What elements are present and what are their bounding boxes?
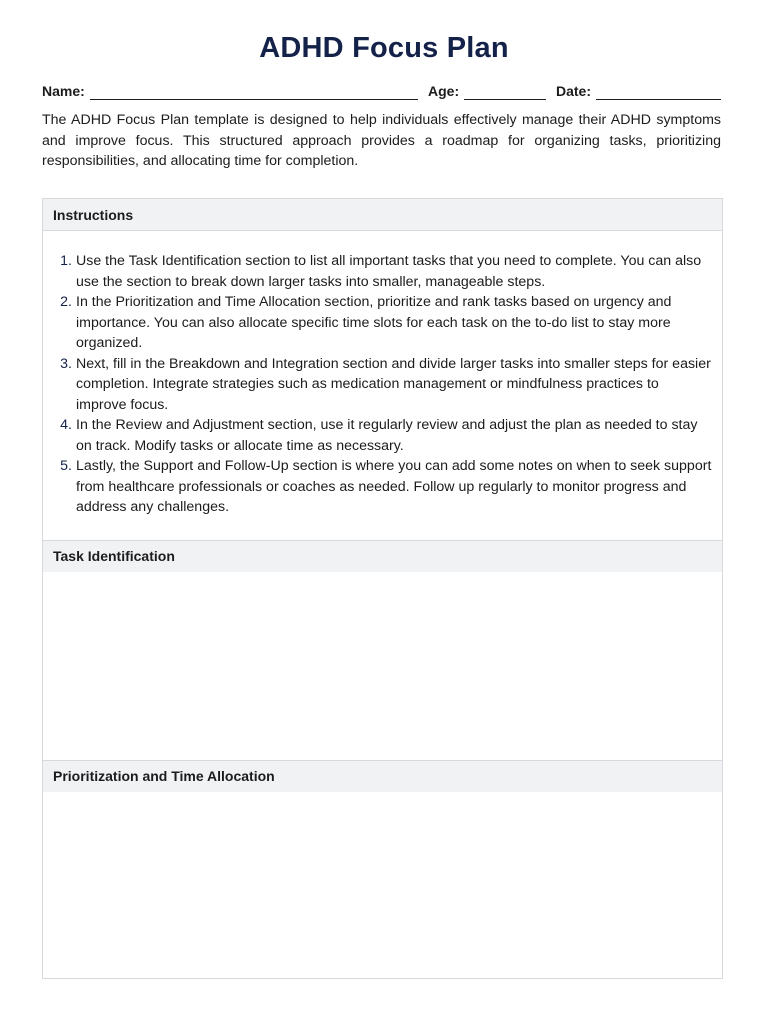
name-field[interactable] (42, 82, 418, 100)
list-item-text: Lastly, the Support and Follow-Up section is where you can add some notes on when to seek support from healthcare professionals or coaches as needed. Follow up regularly to monitor progress and address any challenges. (76, 458, 712, 515)
date-field[interactable] (556, 82, 721, 100)
intro-paragraph: The ADHD Focus Plan template is designed to help individuals effectively manage their ADHD symptoms and improve focus. This structured approach provides a roadmap for organizing tasks, prioritizing responsibilities, and allocating time for completion. (42, 112, 721, 169)
list-item-number: 1. (60, 253, 72, 269)
list-item (43, 251, 722, 292)
list-item (43, 354, 722, 416)
name-blank-line[interactable] (90, 85, 418, 100)
list-item-text: In the Review and Adjustment section, use it regularly review and adjust the plan as needed to stay on track. Modify tasks or allocate time as necessary. (76, 417, 698, 454)
age-blank-line[interactable] (464, 85, 546, 100)
list-item (43, 415, 722, 456)
plan-sections-box (42, 198, 723, 979)
task-identification-entry-area[interactable] (43, 572, 722, 760)
list-item-text: Next, fill in the Breakdown and Integration section and divide larger tasks into smaller steps for easier completion. Integrate strategies such as medication management or mindfulness practices to improve focus. (76, 355, 711, 413)
date-label: Date: (556, 83, 592, 99)
prioritization-heading: Prioritization and Time Allocation (43, 760, 722, 792)
list-item-number: 2. (60, 294, 72, 310)
list-item (43, 456, 722, 518)
list-item (43, 292, 722, 354)
task-identification-heading: Task Identification (43, 540, 722, 572)
list-item-number: 4. (60, 417, 72, 433)
name-label: Name: (42, 83, 85, 99)
age-label: Age: (428, 83, 460, 99)
prioritization-entry-area[interactable] (43, 792, 722, 978)
list-item-number: 5. (60, 458, 72, 474)
list-item-text: Use the Task Identification section to list all important tasks that you need to complete. You can also use the section to break down larger tasks into smaller, manageable steps. (76, 253, 702, 290)
instructions-heading: Instructions (43, 199, 722, 231)
instructions-list (43, 251, 722, 518)
list-item-text: In the Prioritization and Time Allocation section, prioritize and rank tasks based on urgency and importance. You can also allocate specific time slots for each task on the to-do list to stay more organized. (76, 294, 672, 351)
page-title: ADHD Focus Plan (259, 32, 509, 64)
header-fields (42, 82, 721, 102)
list-item-number: 3. (60, 355, 72, 372)
date-blank-line[interactable] (596, 85, 721, 100)
age-field[interactable] (428, 82, 546, 100)
